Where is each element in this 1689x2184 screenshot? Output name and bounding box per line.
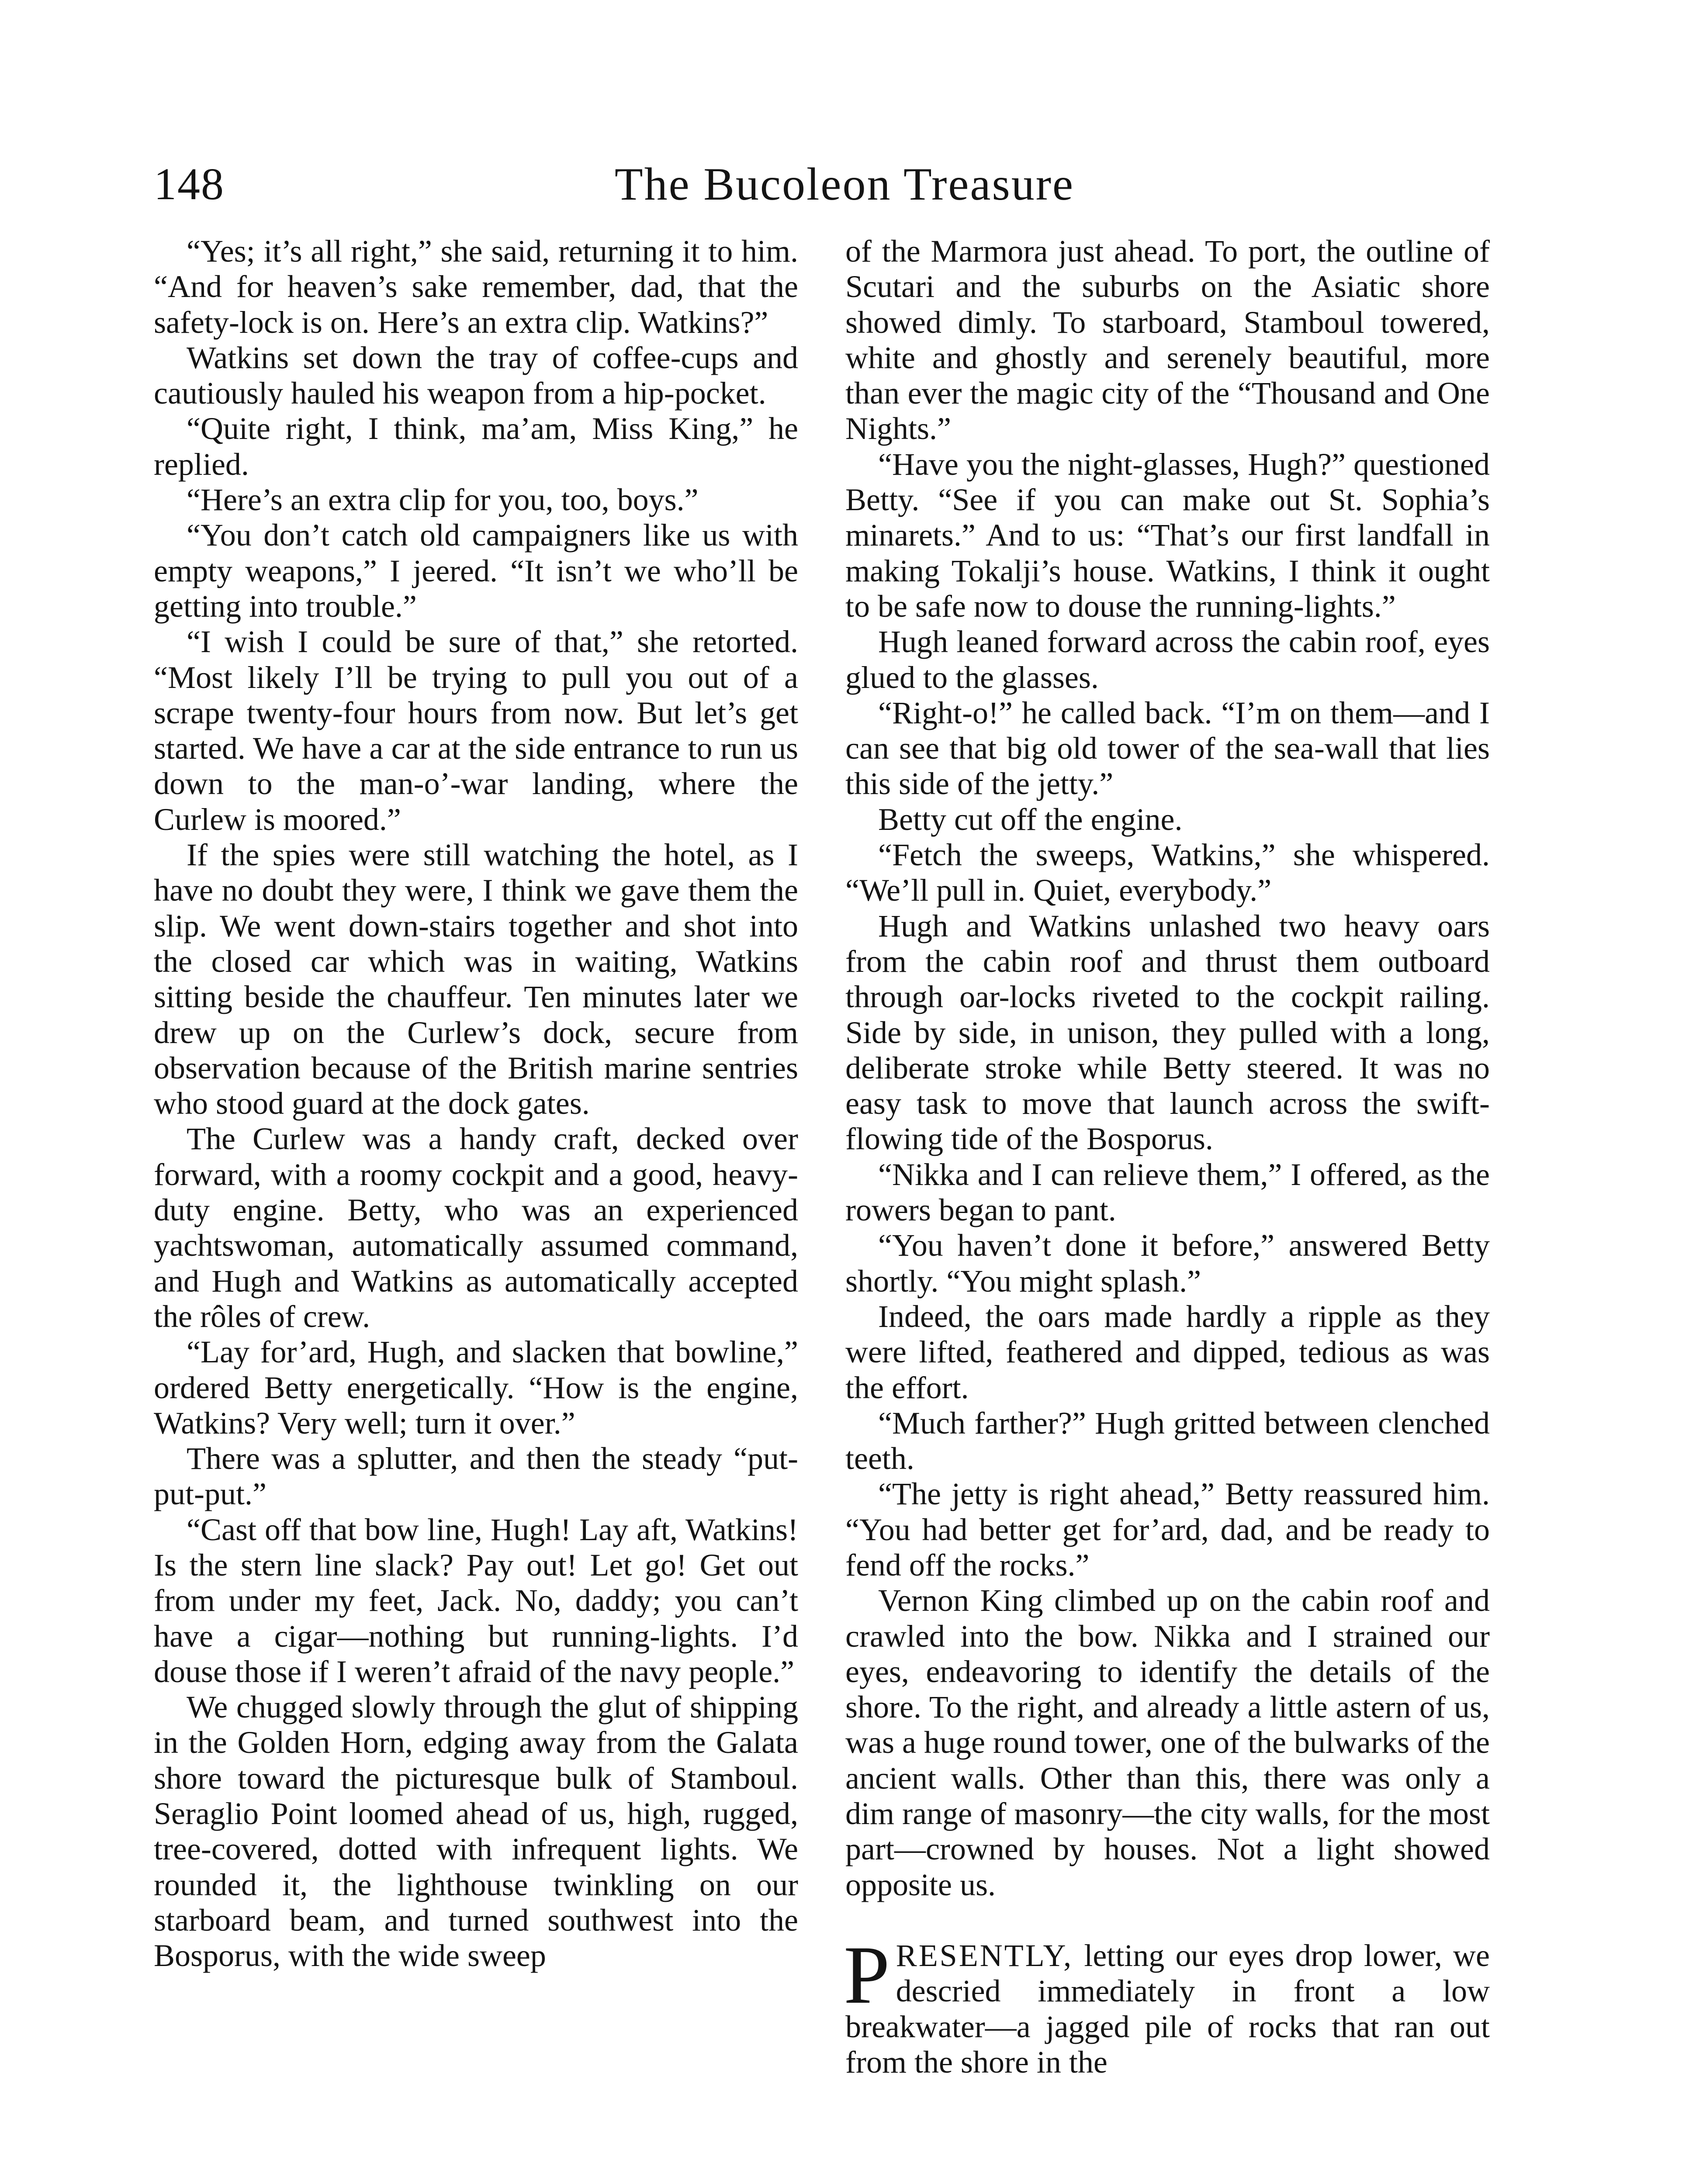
- paragraph: Hugh leaned forward across the cabin roof, eyes glued to the glasses.: [845, 624, 1490, 695]
- section-start-text: letting our eyes drop lower, we descried immediately in front a low breakwater—a jagged pile of rocks that ran out from the shore in the: [845, 1938, 1490, 2080]
- right-column: [845, 234, 1490, 2080]
- paragraph: If the spies were still watching the hotel, as I have no doubt they were, I think we gave them the slip. We went down-stairs together and shot into the closed car which was in waiting, Watkins sitting beside the chauffeur. Ten minutes later we drew up on the Curlew’s dock, secure from observation because of the British marine sentries who stood guard at the dock gates.: [154, 837, 798, 1121]
- running-header: [0, 154, 1689, 215]
- paragraph: The Curlew was a handy craft, decked over forward, with a roomy cockpit and a good, heavy-duty engine. Betty, who was an experienced yachtswoman, automatically assumed command, and Hugh and Watkins as automatically accepted the rôles of crew.: [154, 1121, 798, 1334]
- paragraph: “You haven’t done it before,” answered Betty shortly. “You might splash.”: [845, 1228, 1490, 1299]
- paragraph: “The jetty is right ahead,” Betty reassured him. “You had better get for’ard, dad, and be ready to fend off the rocks.”: [845, 1476, 1490, 1583]
- paragraph: “Cast off that bow line, Hugh! Lay aft, Watkins! Is the stern line slack? Pay out! Let go! Get out from under my feet, Jack. No, daddy; you can’t have a cigar—nothing but running-lights. I’d douse those if I weren’t afraid of the navy people.”: [154, 1512, 798, 1689]
- paragraph: “Fetch the sweeps, Watkins,” she whispered. “We’ll pull in. Quiet, everybody.”: [845, 837, 1490, 908]
- paragraph: There was a splutter, and then the steady “put-put-put.”: [154, 1441, 798, 1512]
- paragraph: “Have you the night-glasses, Hugh?” questioned Betty. “See if you can make out St. Sophia’s minarets.” And to us: “That’s our first landfall in making Tokalji’s house. Watkins, I think it ought to be safe now to douse the running-lights.”: [845, 446, 1490, 624]
- left-column: [154, 234, 798, 1974]
- paragraph-continued: of the Marmora just ahead. To port, the outline of Scutari and the suburbs on the Asiatic shore showed dimly. To starboard, Stamboul towered, white and ghostly and serenely beautiful, more than ever the magic city of the “Thousand and One Nights.”: [845, 234, 1490, 446]
- paragraph: “Nikka and I can relieve them,” I offered, as the rowers began to pant.: [845, 1157, 1490, 1228]
- paragraph: “I wish I could be sure of that,” she retorted. “Most likely I’ll be trying to pull you out of a scrape twenty-four hours from now. But let’s get started. We have a car at the side entrance to run us down to the man-o’-war landing, where the Curlew is moored.”: [154, 624, 798, 837]
- paragraph: “Much farther?” Hugh gritted between clenched teeth.: [845, 1405, 1490, 1476]
- paragraph: Indeed, the oars made hardly a ripple as they were lifted, feathered and dipped, tedious as was the effort.: [845, 1299, 1490, 1405]
- running-title: The Bucoleon Treasure: [614, 159, 1075, 210]
- section-start-paragraph: [844, 1929, 1490, 2080]
- paragraph: “Yes; it’s all right,” she said, returning it to him. “And for heaven’s sake remember, dad, that the safety-lock is on. Here’s an extra clip. Watkins?”: [154, 234, 798, 340]
- paragraph: Hugh and Watkins unlashed two heavy oars from the cabin roof and thrust them outboard through oar-locks riveted to the cockpit railing. Side by side, in unison, they pulled with a long, deliberate stroke while Betty steered. It was no easy task to move that launch across the swift-flowing tide of the Bosporus.: [845, 908, 1490, 1157]
- paragraph: “Lay for’ard, Hugh, and slacken that bowline,” ordered Betty energetically. “How is the engine, Watkins? Very well; turn it over.”: [154, 1334, 798, 1441]
- page-number: 148: [154, 159, 225, 209]
- paragraph: “Quite right, I think, ma’am, Miss King,” he replied.: [154, 411, 798, 482]
- small-caps-lead: RESENTLY,: [896, 1938, 1073, 1973]
- drop-cap: P: [844, 1929, 890, 2021]
- paragraph: “You don’t catch old campaigners like us with empty weapons,” I jeered. “It isn’t we who’ll be getting into trouble.”: [154, 518, 798, 624]
- paragraph: “Right-o!” he called back. “I’m on them—and I can see that big old tower of the sea-wall that lies this side of the jetty.”: [845, 695, 1490, 802]
- paragraph: Watkins set down the tray of coffee-cups and cautiously hauled his weapon from a hip-pocket.: [154, 340, 798, 411]
- paragraph: Vernon King climbed up on the cabin roof and crawled into the bow. Nikka and I strained our eyes, endeavoring to identify the details of the shore. To the right, and already a little astern of us, was a huge round tower, one of the bulwarks of the ancient walls. Other than this, there was only a dim range of masonry—the city walls, for the most part—crowned by houses. Not a light showed opposite us.: [845, 1583, 1490, 1902]
- paragraph: Betty cut off the engine.: [878, 802, 1183, 837]
- paragraph: We chugged slowly through the glut of shipping in the Golden Horn, edging away from the Galata shore toward the picturesque bulk of Stamboul. Seraglio Point loomed ahead of us, high, rugged, tree-covered, dotted with infrequent lights. We rounded it, the lighthouse twinkling on our starboard beam, and turned southwest into the Bosporus, with the wide sweep: [154, 1690, 798, 1973]
- paragraph: “Here’s an extra clip for you, too, boys.”: [187, 482, 699, 518]
